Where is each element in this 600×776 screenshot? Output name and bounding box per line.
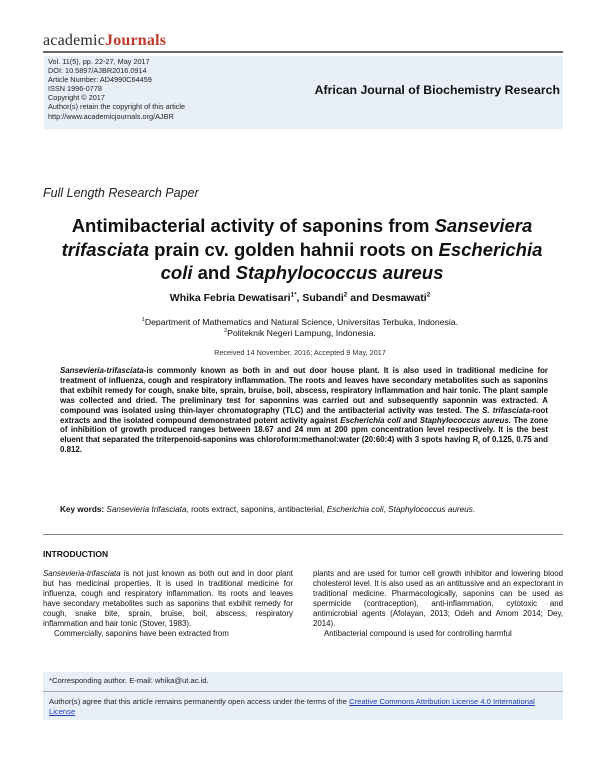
section-divider xyxy=(43,534,563,535)
author-name: Whika Febria Dewatisari xyxy=(169,292,291,304)
affiliation-1: $^1$Department of Mathematics and Natural Science, Universitas Terbuka, Indonesia. xyxy=(141,317,459,327)
received-dates: Received 14 November, 2016; Accepted 9 May, 2017 xyxy=(214,348,386,357)
corresponding-author: *Corresponding author. E-mail: whika@ut.ac.id. xyxy=(49,676,209,685)
issn-line: ISSN 1996-0778 xyxy=(48,84,102,94)
copyright-note-line: Author(s) retain the copyright of this article xyxy=(48,102,186,112)
license-note: Author(s) agree that this article remains permanently open access under the terms of the Creative Commons Attribution License 4.0 International License xyxy=(49,697,535,716)
publisher-logo: academicJournals xyxy=(43,32,167,49)
paragraph: plants and are used for tumor cell growth inhibitor and lowering blood cholesterol level. It is also used as an antitussive and an expectorant in traditional medicine. Pharmacologically, saponins can be used as spermicide (contraception), anti-inflammation, cytotoxic and antimicrobial agents (Afolayan, 2013; Odeh and Amom 2014; Dey, 2014). xyxy=(313,569,563,628)
license-link[interactable]: Creative Commons Attribution License 4.0 International License xyxy=(49,697,535,716)
article-number-line: Article Number: AD4990C64459 xyxy=(48,75,152,85)
intro-column-left xyxy=(43,569,293,639)
affiliation-2: $^2$Politeknik Negeri Lampung, Indonesia. xyxy=(224,328,376,338)
section-heading-introduction: INTRODUCTION xyxy=(43,549,109,559)
intro-column-right xyxy=(313,569,563,639)
keywords: Key words: Sansevieria trifasciata, roots extract, saponins, antibacterial, Escherichia coli, Staphylococcus aureus. xyxy=(60,505,476,514)
paragraph: Sansevieria-trifasciata is not just known as both out and in door plant but has medicinal properties. It is used in traditional medicine for influenza, cough and respiratory inflammation. Its roots and leaves have secondary metabolites such as saponins that exbihit remedy for cough, snake bite, sprain, bruise, boil, abscess, respiratory inflammation and hair tonic (Stover, 1983). xyxy=(43,569,293,628)
journal-name: African Journal of Biochemistry Research xyxy=(314,83,560,97)
affiliations xyxy=(60,317,540,339)
doi-line: DOI: 10.5897/AJBR2016.0914 xyxy=(48,66,147,76)
header-divider xyxy=(43,51,563,53)
abstract: Sansevieria-trifasciata-is commonly known as both in and out door house plant. It is also used in traditional medicine for treatment of influenza, cough and respiratory inflammation. The roots and leaves have secondary metabolites such as saponins that exbihit remedy for cough, snake bite, sprain, bruise, boil, abscess, respiratory inflammation and hair tonic. The plant sample was collected and dried. The preliminary test for saponnins was carried out and subsequently saponnin was extracted. A compound was isolated using thin-layer chromatography (TLC) and the antibacterial activity was tested. The S. trifasciata-root extracts and the isolated compound demonstrated potent activity against Escherichia coli and Staphylococcus aureus. The zone of inhibition of growth produced ranges between 18.67 and 24 mm at 200 ppm concentration level respectively. It is the best eluent that separated the triterpenoid-saponins was chloroform:methanol:water (20:60:4) with 3 spots having $R_f$ of 0.125, 0.75 and 0.812. xyxy=(60,366,548,455)
journal-url-link[interactable]: http://www.academicjournals.org/AJBR xyxy=(48,111,174,121)
paragraph: Antibacterial compound is used for controlling harmful xyxy=(324,628,512,638)
volume-line: Vol. 11(5), pp. 22-27, May 2017 xyxy=(48,57,150,66)
paragraph: Commercially, saponins have been extracted from xyxy=(54,628,229,638)
footnote-divider xyxy=(43,691,563,692)
article-info xyxy=(48,57,185,121)
paper-type: Full Length Research Paper xyxy=(43,186,199,200)
author-list: Whika Febria Dewatisari$^{1*}$, Subandi$^2$ and Desmawati$^2$ xyxy=(169,291,431,304)
author-name: Desmawati xyxy=(371,292,427,304)
copyright-line: Copyright © 2017 xyxy=(48,93,105,103)
author-name: Subandi xyxy=(302,292,344,304)
article-title: Antimibacterial activity of saponins from Sanseviera trifasciata prain cv. golden hahnii roots on Escherichia coli and Staphylococcus aureus xyxy=(61,215,543,283)
